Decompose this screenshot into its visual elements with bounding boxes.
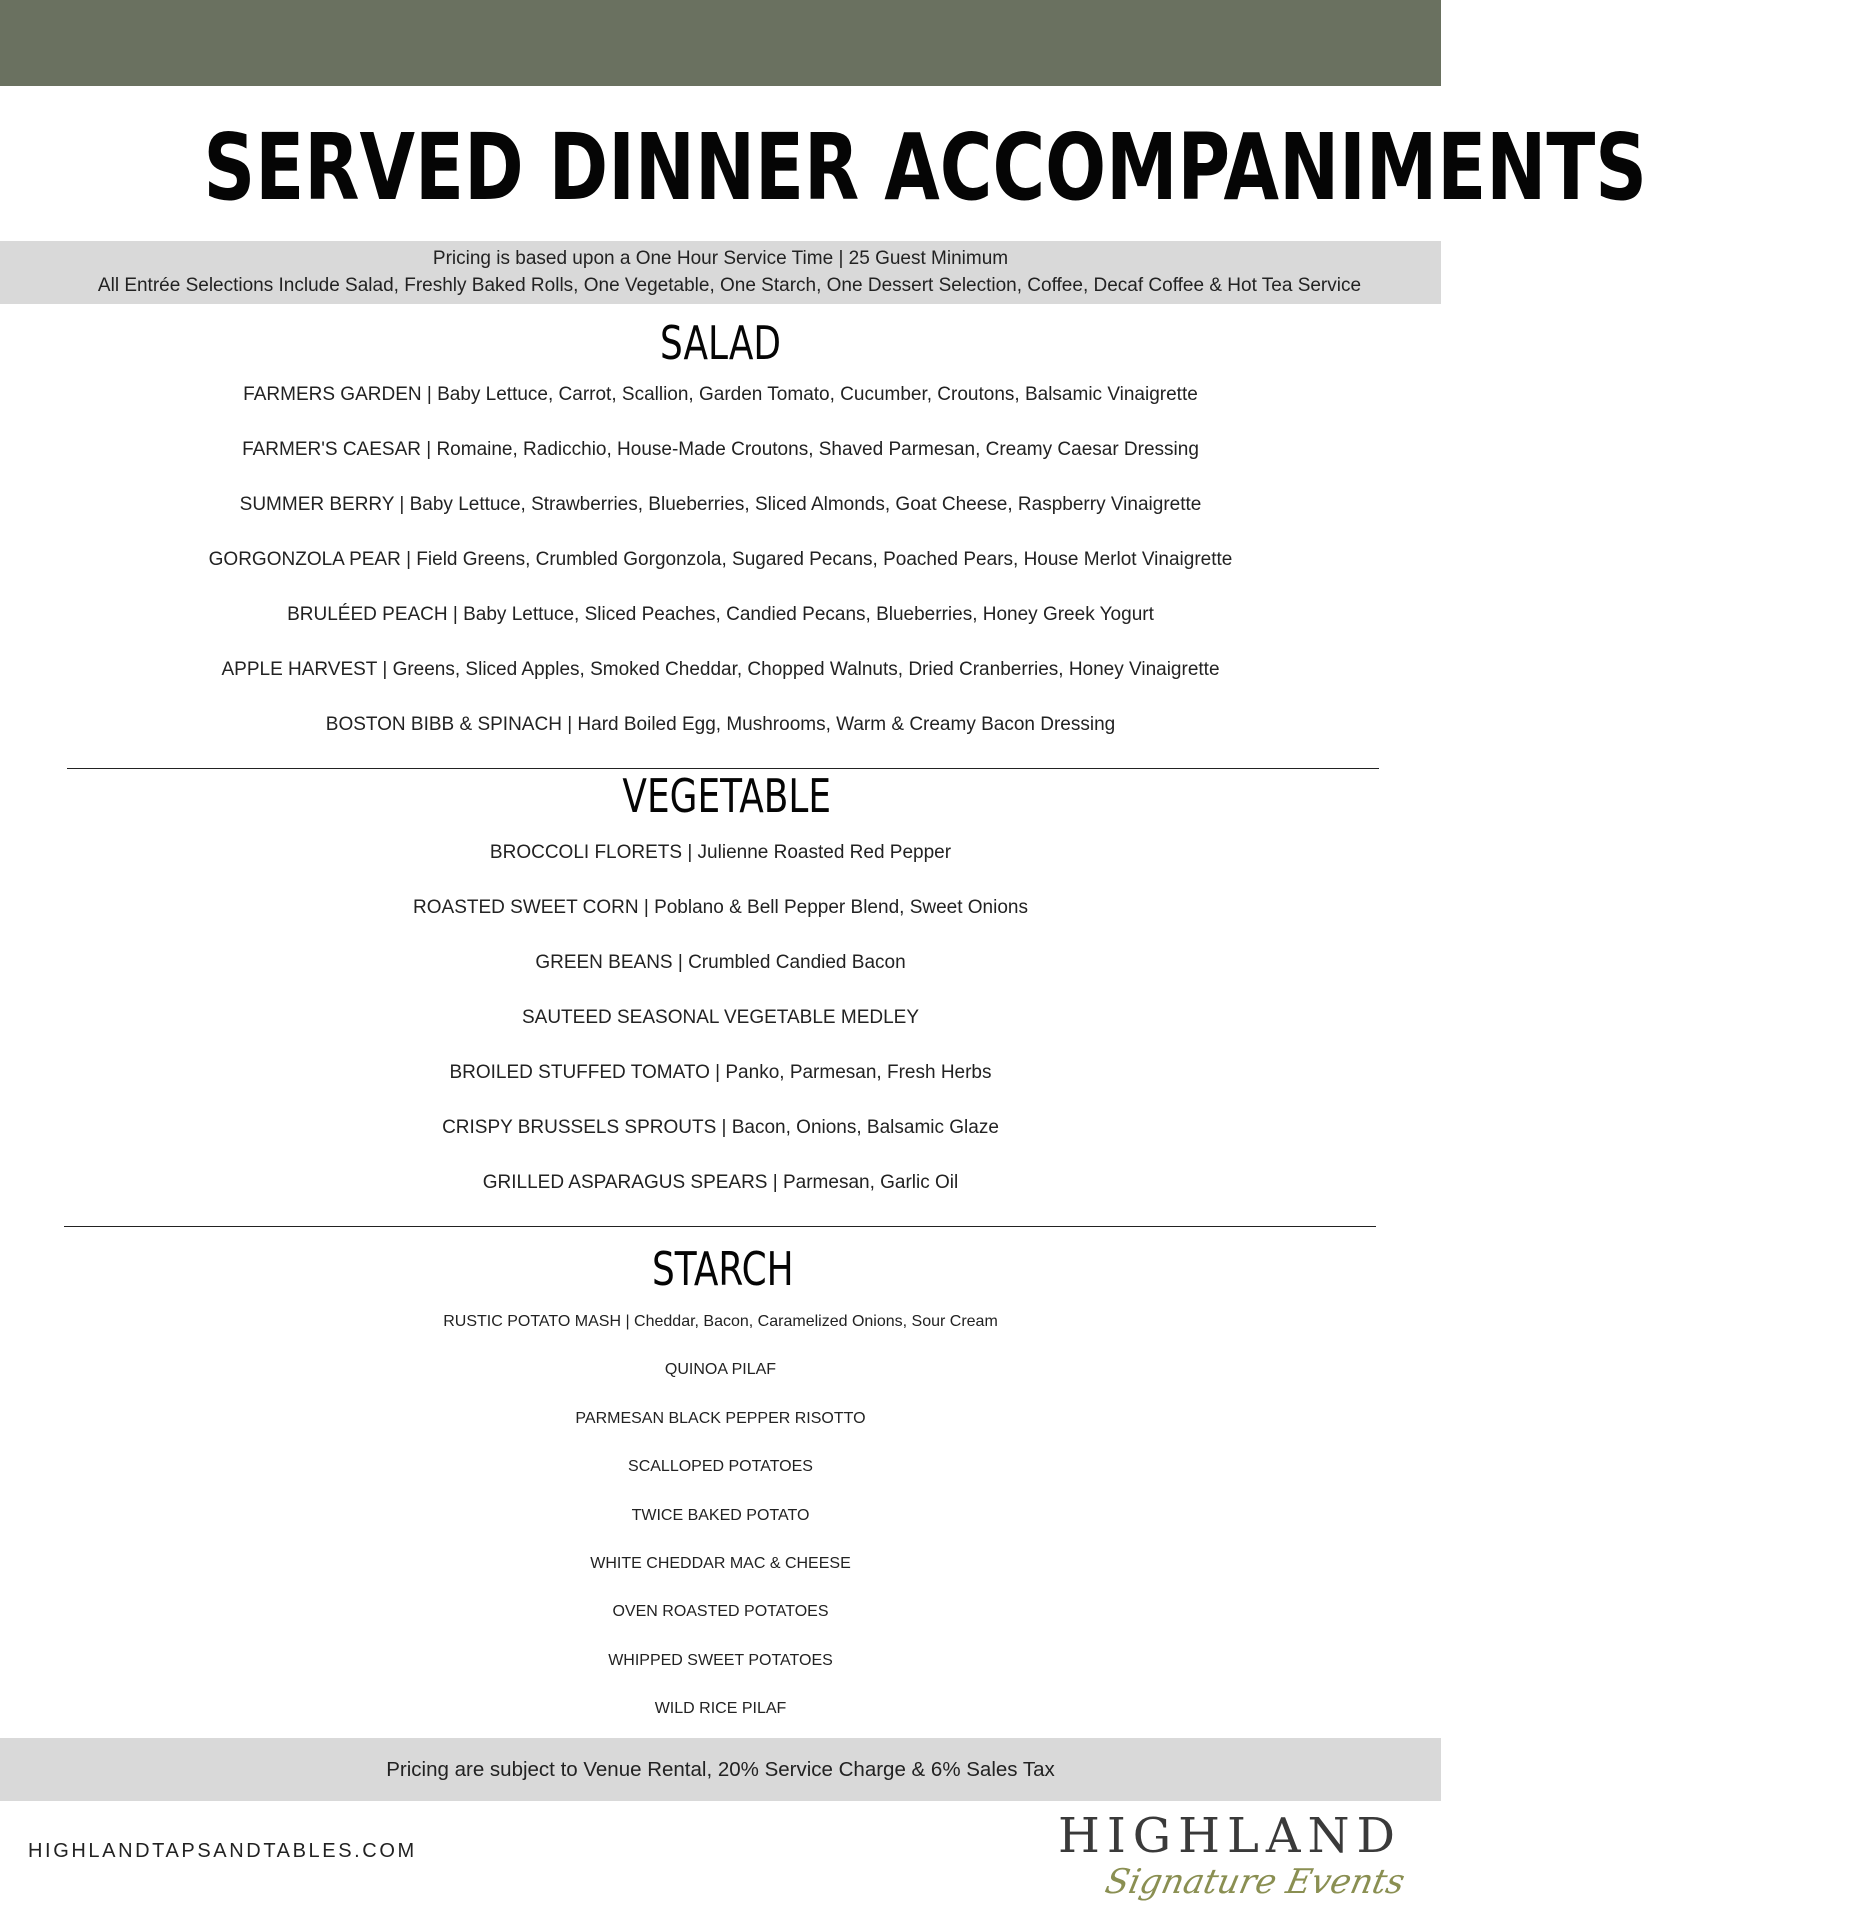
list-item: GREEN BEANS | Crumbled Candied Bacon <box>535 952 906 973</box>
pricing-info-line-2: All Entrée Selections Include Salad, Freshly Baked Rolls, One Vegetable, One Starch, One Dessert Selection, Coffee, Decaf Coffee & Hot Tea Service <box>97 275 1362 296</box>
starch-section-title <box>2 1242 1443 1296</box>
pricing-note-band <box>0 1738 1441 1801</box>
vegetable-section-title <box>6 769 1447 823</box>
page-title-text: SERVED DINNER ACCOMPANIMENTS <box>203 114 1647 221</box>
salad-list <box>0 383 1441 768</box>
list-item: TWICE BAKED POTATO <box>631 1506 810 1524</box>
list-item: BOSTON BIBB & SPINACH | Hard Boiled Egg, Mushrooms, Warm & Creamy Bacon Dressing <box>325 714 1116 735</box>
list-item: WHITE CHEDDAR MAC & CHEESE <box>590 1554 851 1572</box>
list-item: SUMMER BERRY | Baby Lettuce, Strawberries, Blueberries, Sliced Almonds, Goat Cheese, Raspberry Vinaigrette <box>239 494 1202 515</box>
vegetable-title-text: VEGETABLE <box>622 769 831 823</box>
list-item: GORGONZOLA PEAR | Field Greens, Crumbled Gorgonzola, Sugared Pecans, Poached Pears, House Merlot Vinaigrette <box>208 549 1233 570</box>
pricing-info-line-1: Pricing is based upon a One Hour Service Time | 25 Guest Minimum <box>432 248 1009 269</box>
highland-logo <box>1040 1808 1420 1916</box>
list-item: FARMER'S CAESAR | Romaine, Radicchio, House-Made Croutons, Shaved Parmesan, Creamy Caesar Dressing <box>242 439 1199 460</box>
list-item: QUINOA PILAF <box>664 1361 777 1379</box>
salad-title-text: SALAD <box>660 316 781 370</box>
list-item: BRULÉED PEACH | Baby Lettuce, Sliced Peaches, Candied Pecans, Blueberries, Honey Greek Yogurt <box>287 604 1154 625</box>
list-item: BROCCOLI FLORETS | Julienne Roasted Red Pepper <box>489 842 952 863</box>
logo-script-text: Signature Events <box>1101 1862 1409 1902</box>
list-item: APPLE HARVEST | Greens, Sliced Apples, Smoked Cheddar, Chopped Walnuts, Dried Cranberries, Honey Vinaigrette <box>221 659 1220 680</box>
list-item: PARMESAN BLACK PEPPER RISOTTO <box>575 1409 866 1427</box>
website-link[interactable]: HIGHLANDTAPSANDTABLES.COM <box>28 1840 417 1862</box>
section-divider <box>64 1226 1376 1227</box>
list-item: SCALLOPED POTATOES <box>628 1458 813 1476</box>
list-item: GRILLED ASPARAGUS SPEARS | Parmesan, Garlic Oil <box>482 1172 959 1193</box>
list-item: FARMERS GARDEN | Baby Lettuce, Carrot, Scallion, Garden Tomato, Cucumber, Croutons, Balsamic Vinaigrette <box>243 384 1198 405</box>
list-item: WHIPPED SWEET POTATOES <box>608 1651 833 1669</box>
list-item: SAUTEED SEASONAL VEGETABLE MEDLEY <box>521 1007 919 1028</box>
top-color-band <box>0 0 1441 86</box>
list-item: OVEN ROASTED POTATOES <box>612 1603 829 1621</box>
list-item: RUSTIC POTATO MASH | Cheddar, Bacon, Caramelized Onions, Sour Cream <box>443 1313 998 1330</box>
salad-section-title <box>0 316 1441 370</box>
vegetable-list <box>0 841 1441 1226</box>
pricing-info-band <box>0 241 1441 304</box>
list-item: ROASTED SWEET CORN | Poblano & Bell Pepper Blend, Sweet Onions <box>413 897 1028 918</box>
pricing-note: Pricing are subject to Venue Rental, 20% Service Charge & 6% Sales Tax <box>386 1758 1055 1781</box>
starch-list <box>0 1311 1441 1747</box>
list-item: BROILED STUFFED TOMATO | Panko, Parmesan, Fresh Herbs <box>449 1062 992 1083</box>
list-item: CRISPY BRUSSELS SPROUTS | Bacon, Onions, Balsamic Glaze <box>442 1117 999 1138</box>
starch-title-text: STARCH <box>651 1242 794 1296</box>
list-item: WILD RICE PILAF <box>654 1700 787 1718</box>
page-title <box>0 114 1647 221</box>
logo-wordmark: HIGHLAND <box>1057 1808 1403 1864</box>
